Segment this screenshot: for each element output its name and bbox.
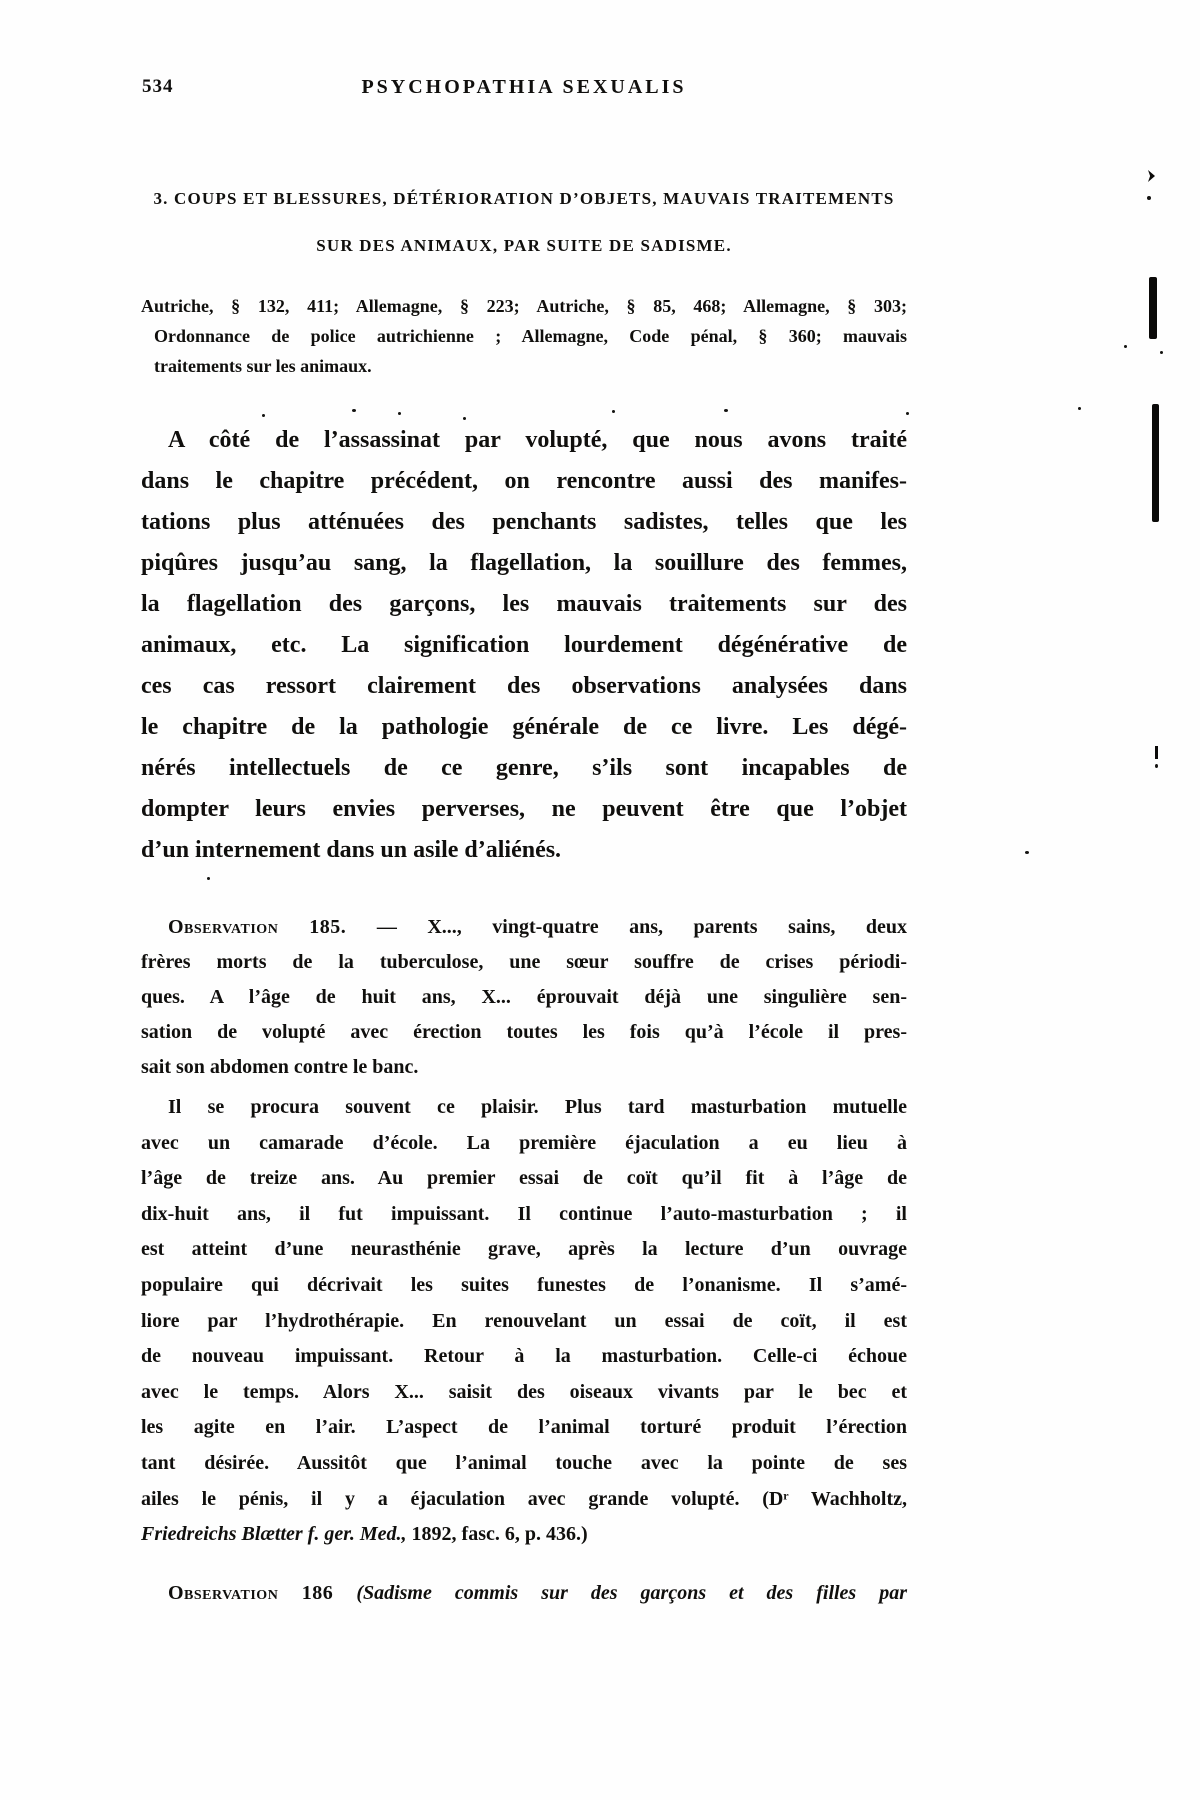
text-line: dans le chapitre précédent, on rencontre aussi des manifes-: [141, 468, 907, 494]
text-line: Ordonnance de police autrichienne ; Allemagne, Code pénal, § 360; mauvais: [154, 326, 907, 346]
text-line: sation de volupté avec érection toutes les fois qu’à l’école il pres-: [141, 1021, 907, 1043]
text-line: frères morts de la tuberculose, une sœur souffre de crises périodi-: [141, 951, 907, 973]
ink-speck: [1147, 196, 1151, 200]
ink-speck: [612, 410, 615, 413]
ink-speck: [463, 417, 466, 420]
text-line: nérés intellectuels de ce genre, s’ils sont incapables de: [141, 755, 907, 781]
ink-speck: [398, 412, 401, 415]
observation-186: [141, 1576, 907, 1611]
running-head: [141, 76, 907, 99]
text-line: piqûres jusqu’au sang, la flagellation, la souillure des femmes,: [141, 550, 907, 576]
ink-speck: [1124, 345, 1127, 348]
text-line: liore par l’hydrothérapie. En renouvelant un essai de coït, il est: [141, 1309, 907, 1332]
text-line: dompter leurs envies perverses, ne peuvent être que l’objet: [141, 796, 907, 822]
citation-line: [141, 1517, 907, 1553]
observation-label: Observation 186: [168, 1582, 334, 1604]
text-line: populaire qui décrivait les suites funestes de l’onanisme. Il s’amé-: [141, 1273, 907, 1296]
section-heading: [141, 186, 907, 259]
ink-smudge: [1155, 746, 1158, 759]
text-line: A côté de l’assassinat par volupté, que nous avons traité: [168, 427, 907, 453]
text-line: sait son abdomen contre le banc.: [141, 1056, 419, 1078]
section-heading-line: 3. COUPS ET BLESSURES, DÉTÉRIORATION D’OBJETS, MAUVAIS TRAITEMENTS: [153, 189, 895, 208]
observation-185-body: [141, 1090, 907, 1553]
observation-185-intro: [141, 910, 907, 1085]
ink-speck: [1078, 407, 1081, 410]
citation-details: 1892, fasc. 6, p. 436.): [406, 1523, 588, 1546]
text-line: d’un internement dans un asile d’aliénés.: [141, 837, 562, 863]
ink-speck: [1160, 351, 1163, 354]
text-line: le chapitre de la pathologie générale de ce livre. Les dégé-: [141, 714, 907, 740]
observation-text: — X..., vingt-quatre ans, parents sains, deux: [346, 916, 907, 938]
ink-speck: [1025, 851, 1029, 854]
observation-label: Observation 185.: [168, 916, 347, 938]
text-line: tations plus atténuées des penchants sadistes, telles que les: [141, 509, 907, 535]
text-line: est atteint d’une neurasthénie grave, après la lecture d’un ouvrage: [141, 1238, 907, 1261]
running-title: PSYCHOPATHIA SEXUALIS: [361, 76, 687, 98]
ink-speck: [1155, 764, 1158, 768]
text-line: ailes le pénis, il y a éjaculation avec grande volupté. (Dʳ Wachholtz,: [141, 1487, 907, 1510]
text-line: [141, 910, 907, 945]
text-line: avec un camarade d’école. La première éjaculation a eu lieu à: [141, 1131, 907, 1154]
text-line: [141, 1576, 907, 1611]
text-line: la flagellation des garçons, les mauvais traitements sur des: [141, 591, 907, 617]
ink-speck: [207, 877, 210, 880]
text-line: ques. A l’âge de huit ans, X... éprouvait déjà une singulière sen-: [141, 986, 907, 1008]
section-heading-line: SUR DES ANIMAUX, PAR SUITE DE SADISME.: [316, 236, 732, 255]
ink-speck: [352, 409, 356, 412]
text-line: Il se procura souvent ce plaisir. Plus tard masturbation mutuelle: [168, 1096, 907, 1118]
text-line: tant désirée. Aussitôt que l’animal touche avec la pointe de ses: [141, 1451, 907, 1474]
text-line: ces cas ressort clairement des observations analysées dans: [141, 673, 907, 699]
page-number: 534: [142, 76, 174, 97]
ink-speck: [262, 414, 265, 417]
text-line: de nouveau impuissant. Retour à la masturbation. Celle-ci échoue: [141, 1345, 907, 1368]
text-line: Autriche, § 132, 411; Allemagne, § 223; Autriche, § 85, 468; Allemagne, § 303;: [141, 296, 907, 316]
ink-speck: [906, 412, 909, 415]
observation-text: (Sadisme commis sur des garçons et des filles par: [333, 1582, 907, 1604]
citation-source: Friedreichs Blætter f. ger. Med.,: [141, 1523, 407, 1546]
scan-streak: [1152, 404, 1159, 522]
scan-streak: [1149, 277, 1157, 339]
text-line: dix-huit ans, il fut impuissant. Il continue l’auto-masturbation ; il: [141, 1202, 907, 1225]
text-line: traitements sur les animaux.: [154, 356, 372, 376]
text-line: animaux, etc. La signification lourdement dégénérative de: [141, 632, 907, 658]
statute-note: [141, 291, 907, 381]
text-line: l’âge de treize ans. Au premier essai de coït qu’il fit à l’âge de: [141, 1167, 907, 1190]
main-paragraph: [141, 420, 907, 871]
ink-speck: [724, 409, 728, 412]
text-line: les agite en l’air. L’aspect de l’animal torturé produit l’érection: [141, 1416, 907, 1439]
ink-smudge: [1148, 170, 1155, 182]
text-line: avec le temps. Alors X... saisit des oiseaux vivants par le bec et: [141, 1380, 907, 1403]
